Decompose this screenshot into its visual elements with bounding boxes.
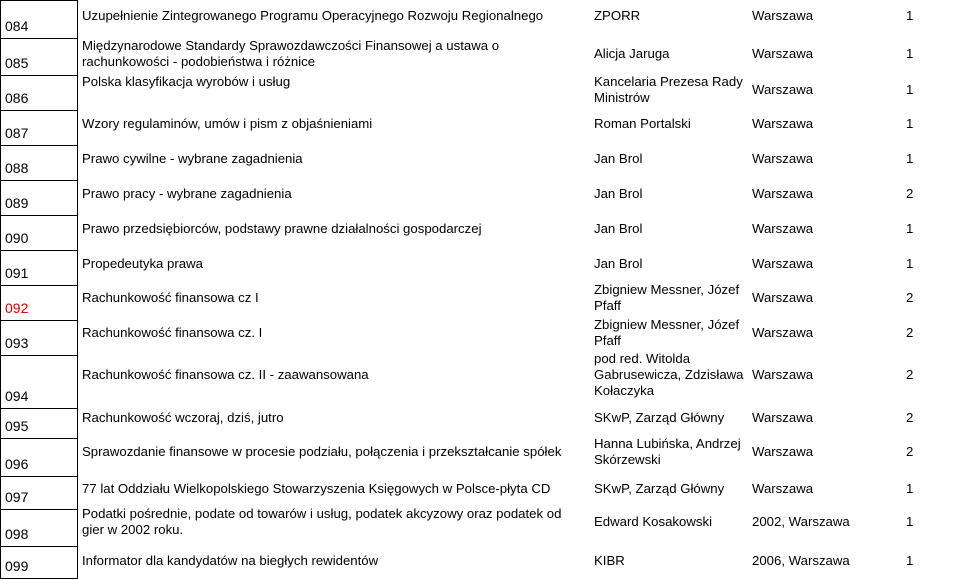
book-count: 2 <box>906 444 914 459</box>
book-author: SKwP, Zarząd Główny <box>594 481 725 496</box>
book-place: Warszawa <box>752 290 814 305</box>
table-row <box>82 317 960 349</box>
book-place: Warszawa <box>752 8 814 23</box>
book-place: Warszawa <box>752 151 814 166</box>
table-row <box>82 282 960 314</box>
book-count: 1 <box>906 151 914 166</box>
book-count: 1 <box>906 221 914 236</box>
row-number-column <box>0 0 78 579</box>
book-author: Kancelaria Prezesa Rady Ministrów <box>594 74 743 105</box>
table-row <box>82 72 960 108</box>
table-row <box>82 254 960 274</box>
row-number: 099 <box>1 546 77 579</box>
row-number: 085 <box>1 38 77 75</box>
book-author: pod red. Witolda Gabrusewicza, Zdzisława Kołaczyka <box>594 351 744 398</box>
row-number: 086 <box>1 75 77 110</box>
book-title: 77 lat Oddziału Wielkopolskiego Stowarzyszenia Księgowych w Polsce-płyta CD <box>82 481 551 496</box>
book-title: Podatki pośrednie, podate od towarów i usług, podatek akcyzowy oraz podatek od gier w 2002 roku. <box>82 506 562 537</box>
book-title: Prawo pracy - wybrane zagadnienia <box>82 186 292 201</box>
row-number: 092 <box>1 285 77 320</box>
book-title: Propedeutyka prawa <box>82 256 203 271</box>
table-row <box>82 38 960 70</box>
book-count: 1 <box>906 8 914 23</box>
book-author: Hanna Lubińska, Andrzej Skórzewski <box>594 436 741 467</box>
row-number: 097 <box>1 476 77 509</box>
book-place: Warszawa <box>752 367 814 382</box>
book-author: Jan Brol <box>594 151 643 166</box>
book-author: Jan Brol <box>594 256 643 271</box>
book-count: 2 <box>906 290 914 305</box>
book-place: Warszawa <box>752 410 814 425</box>
book-place: Warszawa <box>752 46 814 61</box>
row-number: 095 <box>1 408 77 438</box>
row-number: 091 <box>1 250 77 285</box>
book-count: 1 <box>906 514 914 529</box>
book-place: Warszawa <box>752 444 814 459</box>
book-title: Uzupełnienie Zintegrowanego Programu Operacyjnego Rozwoju Regionalnego <box>82 8 544 23</box>
book-title: Informator dla kandydatów na biegłych rewidentów <box>82 553 379 568</box>
table-row <box>82 479 960 499</box>
table-row <box>82 4 960 28</box>
table-row <box>82 436 960 468</box>
book-author: Edward Kosakowski <box>594 514 713 529</box>
book-title: Rachunkowość finansowa cz. II - zaawansowana <box>82 367 369 382</box>
row-number: 084 <box>1 0 77 38</box>
book-place: 2006, Warszawa <box>752 553 850 568</box>
book-author: KIBR <box>594 553 625 568</box>
book-place: Warszawa <box>752 481 814 496</box>
book-count: 2 <box>906 410 914 425</box>
book-place: Warszawa <box>752 256 814 271</box>
book-place: Warszawa <box>752 221 814 236</box>
book-title: Rachunkowość wczoraj, dziś, jutro <box>82 410 284 425</box>
book-title: Międzynarodowe Standardy Sprawozdawczości Finansowej a ustawa o rachunkowości - podobieństwa i różnice <box>82 38 500 69</box>
book-count: 1 <box>906 481 914 496</box>
table-row <box>82 149 960 169</box>
row-number: 098 <box>1 509 77 546</box>
row-number: 088 <box>1 145 77 180</box>
table-row <box>82 114 960 134</box>
table-row <box>82 351 960 399</box>
book-title: Rachunkowość finansowa cz. I <box>82 325 263 340</box>
book-title: Sprawozdanie finansowe w procesie podziału, połączenia i przekształcanie spółek <box>82 444 562 459</box>
book-title: Prawo cywilne - wybrane zagadnienia <box>82 151 303 166</box>
row-number: 087 <box>1 110 77 145</box>
book-title: Rachunkowość finansowa cz I <box>82 290 259 305</box>
table-row <box>82 506 960 538</box>
book-count: 2 <box>906 186 914 201</box>
book-author: Jan Brol <box>594 186 643 201</box>
row-number: 093 <box>1 320 77 355</box>
book-title: Wzory regulaminów, umów i pism z objaśnieniami <box>82 116 373 131</box>
book-title: Polska klasyfikacja wyrobów i usług <box>82 74 291 89</box>
book-place: Warszawa <box>752 325 814 340</box>
book-place: 2002, Warszawa <box>752 514 850 529</box>
book-count: 1 <box>906 116 914 131</box>
book-count: 1 <box>906 46 914 61</box>
book-author: Zbigniew Messner, Józef Pfaff <box>594 282 740 313</box>
book-count: 1 <box>906 82 914 97</box>
table-row <box>82 219 960 239</box>
book-place: Warszawa <box>752 116 814 131</box>
book-title: Prawo przedsiębiorców, podstawy prawne działalności gospodarczej <box>82 221 482 236</box>
table-row <box>82 184 960 204</box>
book-author: Alicja Jaruga <box>594 46 670 61</box>
book-place: Warszawa <box>752 186 814 201</box>
row-number: 096 <box>1 438 77 476</box>
table-row <box>82 408 960 428</box>
book-author: Roman Portalski <box>594 116 691 131</box>
row-number: 094 <box>1 355 77 408</box>
book-author: ZPORR <box>594 8 641 23</box>
book-count: 1 <box>906 256 914 271</box>
book-count: 2 <box>906 325 914 340</box>
book-place: Warszawa <box>752 82 814 97</box>
table-row <box>82 551 960 571</box>
book-count: 1 <box>906 553 914 568</box>
book-author: Zbigniew Messner, Józef Pfaff <box>594 317 740 348</box>
book-author: Jan Brol <box>594 221 643 236</box>
row-number: 089 <box>1 180 77 215</box>
book-count: 2 <box>906 367 914 382</box>
book-author: SKwP, Zarząd Główny <box>594 410 725 425</box>
row-number: 090 <box>1 215 77 250</box>
